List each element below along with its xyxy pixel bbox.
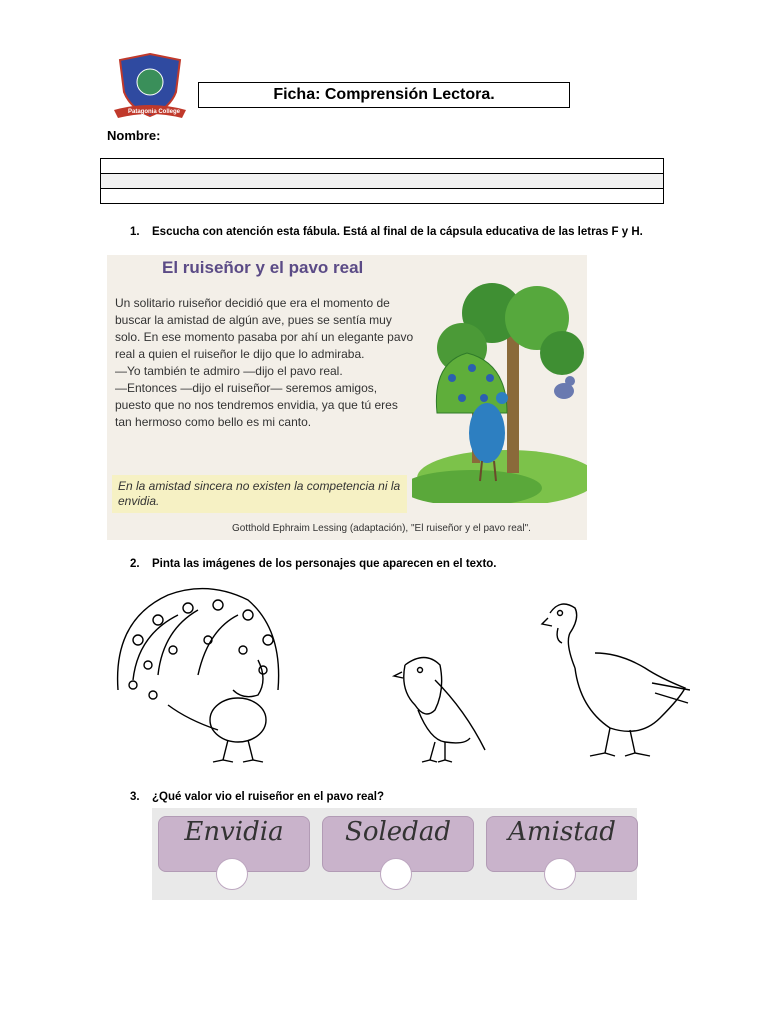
name-line[interactable] — [101, 159, 663, 174]
option-label: Amistad — [508, 817, 616, 847]
question-number: 2. — [130, 558, 140, 570]
option-soledad-circle[interactable] — [380, 858, 412, 890]
question-3 — [130, 791, 384, 803]
worksheet-title: Ficha: Comprensión Lectora. — [198, 82, 570, 108]
option-amistad-circle[interactable] — [544, 858, 576, 890]
question-text: Pinta las imágenes de los personajes que aparecen en el texto. — [152, 558, 497, 570]
question-text: Escucha con atención esta fábula. Está al final de la cápsula educativa de las letras F y H. — [152, 226, 643, 238]
question-text: ¿Qué valor vio el ruiseñor en el pavo real? — [152, 791, 384, 803]
name-field[interactable] — [100, 158, 664, 204]
name-label: Nombre: — [107, 128, 161, 143]
name-line[interactable] — [101, 174, 663, 189]
question-2 — [130, 558, 497, 570]
question-number: 3. — [130, 791, 140, 803]
fable-text — [115, 295, 415, 431]
fable-moral: En la amistad sincera no existen la competencia ni la envidia. — [112, 475, 407, 513]
option-label: Envidia — [184, 817, 284, 847]
fable-paragraph: —Entonces —dijo el ruiseñor— seremos amigos, puesto que no nos tendremos envidia, ya que tú eres tan hermoso como bello es mi canto. — [115, 381, 398, 429]
answer-options — [152, 808, 637, 900]
name-line[interactable] — [101, 189, 663, 203]
turkey-outline[interactable] — [540, 598, 690, 766]
logo-caption: Patagonia College — [128, 109, 181, 115]
option-envidia-circle[interactable] — [216, 858, 248, 890]
fable-title: El ruiseñor y el pavo real — [162, 258, 364, 277]
fable-image — [107, 255, 587, 540]
question-number: 1. — [130, 226, 140, 238]
nightingale-outline[interactable] — [390, 650, 490, 768]
question-1 — [130, 226, 643, 238]
option-label: Soledad — [345, 817, 451, 847]
fable-paragraph: Un solitario ruiseñor decidió que era el momento de buscar la amistad de algún ave, pues se sentía muy solo. En ese momento pasaba por ahí un elegante pavo real a quien el ruiseñor le dijo que lo admiraba. — [115, 296, 414, 361]
school-logo — [110, 52, 190, 120]
peacock-nightingale-illustration — [412, 273, 587, 503]
peacock-outline[interactable] — [108, 580, 288, 770]
fable-credit: Gotthold Ephraim Lessing (adaptación), "El ruiseñor y el pavo real". — [232, 523, 531, 534]
fable-paragraph: —Yo también te admiro —dijo el pavo real. — [115, 364, 343, 378]
